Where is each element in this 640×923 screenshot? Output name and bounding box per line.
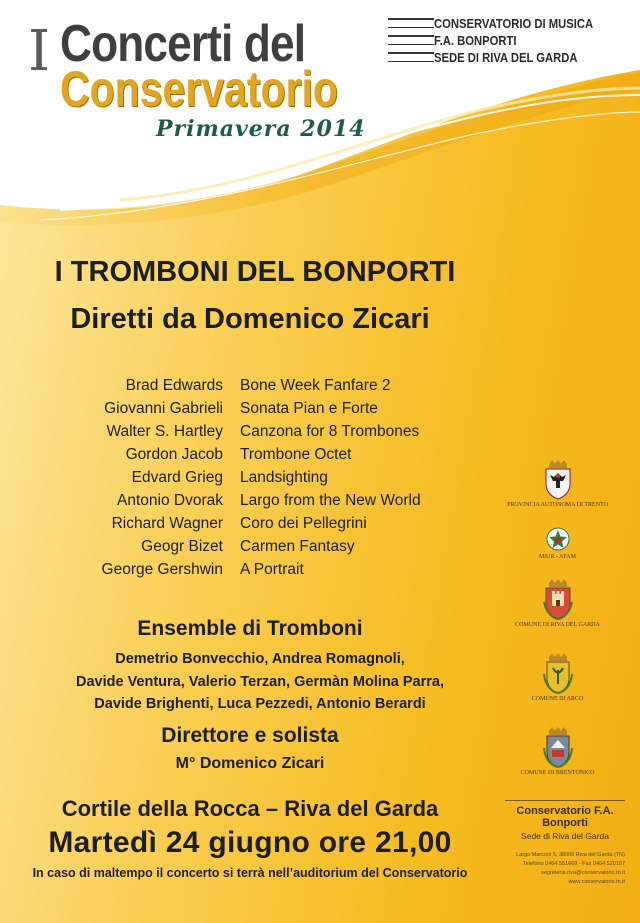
logo-line-2: Conservatorio — [60, 61, 338, 117]
composer: Richard Wagner — [111, 515, 223, 532]
sponsor-label: MiUR - AFAM — [539, 554, 576, 560]
conservatory-line-2: F.A. BONPORTI — [434, 34, 517, 48]
season-label: Primavera 2014 — [156, 116, 366, 142]
sponsor-label: COMUNE DI BRENTONICO — [520, 770, 595, 776]
venue: Cortile della Rocca – Riva del Garda — [61, 796, 439, 821]
ensemble-members-line: Davide Ventura, Valerio Terzan, Germàn Molina Parra, — [75, 673, 444, 690]
director-name: M° Domenico Zicari — [175, 755, 325, 772]
piece: Largo from the New World — [240, 492, 421, 509]
contact-phone: Telefono 0464 551669 - Fax 0464 520187 — [522, 861, 625, 867]
program-row — [60, 538, 480, 561]
program-row — [60, 492, 480, 515]
program-row — [60, 377, 480, 400]
piece: Sonata Pian e Forte — [240, 400, 378, 417]
ensemble-members-line: Davide Brighenti, Luca Pezzedi, Antonio Berardi — [94, 696, 426, 712]
ensemble-title: Ensemble di Tromboni — [137, 617, 363, 640]
piece: Canzona for 8 Trombones — [240, 423, 420, 440]
conservatory-contact — [505, 800, 625, 887]
sponsor-miur — [495, 526, 620, 560]
program-list — [60, 377, 480, 584]
weather-note: In caso di maltempo il concerto si terrà nell’auditorium del Conservatorio — [32, 866, 468, 880]
sponsor-provincia — [495, 460, 620, 508]
contact-details — [505, 851, 625, 887]
composer: Brad Edwards — [125, 377, 223, 394]
shield-crest-icon — [542, 726, 574, 768]
ensemble-members-line: Demetrio Bonvecchio, Andrea Romagnoli, — [115, 651, 405, 667]
star-emblem-icon — [544, 526, 572, 552]
composer: Walter S. Hartley — [106, 423, 223, 440]
sponsor-label: COMUNE DI ARCO — [531, 696, 584, 702]
program-row — [60, 423, 480, 446]
director-title: Direttore e solista — [161, 724, 339, 747]
program-row — [60, 446, 480, 469]
conservatory-name — [434, 16, 593, 67]
concert-title: I TROMBONI DEL BONPORTI — [54, 256, 456, 288]
series-logo — [28, 15, 388, 158]
piece: Coro dei Pellegrini — [240, 515, 367, 532]
concert-date: Martedì 24 giugno ore 21,00 — [48, 826, 452, 859]
eagle-crest-icon — [543, 460, 573, 500]
contact-web[interactable]: www.conservatorio.tn.it — [568, 879, 625, 885]
piece: Carmen Fantasy — [240, 538, 355, 555]
conservatory-line-1: CONSERVATORIO DI MUSICA — [434, 17, 594, 31]
sponsor-brentonico — [495, 726, 620, 776]
program-row — [60, 561, 480, 584]
piece: Landsighting — [240, 469, 328, 486]
program-row — [60, 469, 480, 492]
composer: Geogr Bizet — [141, 538, 223, 555]
piece: Trombone Octet — [240, 446, 352, 463]
composer: Edvard Grieg — [131, 469, 223, 486]
laurel-crest-icon — [542, 652, 574, 694]
composer: Antonio Dvorak — [117, 492, 223, 509]
composer: Gordon Jacob — [125, 446, 223, 463]
conservatory-line-3: SEDE DI RIVA DEL GARDA — [434, 51, 578, 65]
piece: Bone Week Fanfare 2 — [240, 377, 391, 394]
ensemble-members — [20, 648, 500, 716]
sponsor-label: COMUNE DI RIVA DEL GARDA — [515, 622, 600, 628]
sponsor-label: PROVINCIA AUTONOMA DI TRENTO — [507, 502, 608, 508]
logo-line-1: Concerti del — [60, 15, 306, 73]
composer: George Gershwin — [101, 561, 223, 578]
composer: Giovanni Gabrieli — [104, 400, 223, 417]
program-row — [60, 515, 480, 538]
concert-subtitle: Diretti da Domenico Zicari — [70, 303, 430, 335]
contact-name: Conservatorio F.A. Bonporti — [516, 805, 614, 829]
program-row — [60, 400, 480, 423]
sponsor-riva — [495, 578, 620, 628]
sponsor-arco — [495, 652, 620, 702]
castle-crest-icon — [542, 578, 574, 620]
contact-address: Largo Marconi 5, 38066 Riva del Garda (TN) — [516, 852, 625, 858]
conservatory-logo-lines — [388, 18, 434, 69]
piece: A Portrait — [240, 561, 304, 578]
logo-initial: I — [28, 19, 51, 84]
contact-sub: Sede di Riva del Garda — [521, 831, 609, 841]
contact-email[interactable]: segreteria.riva@conservatorio.tn.it — [541, 870, 625, 876]
